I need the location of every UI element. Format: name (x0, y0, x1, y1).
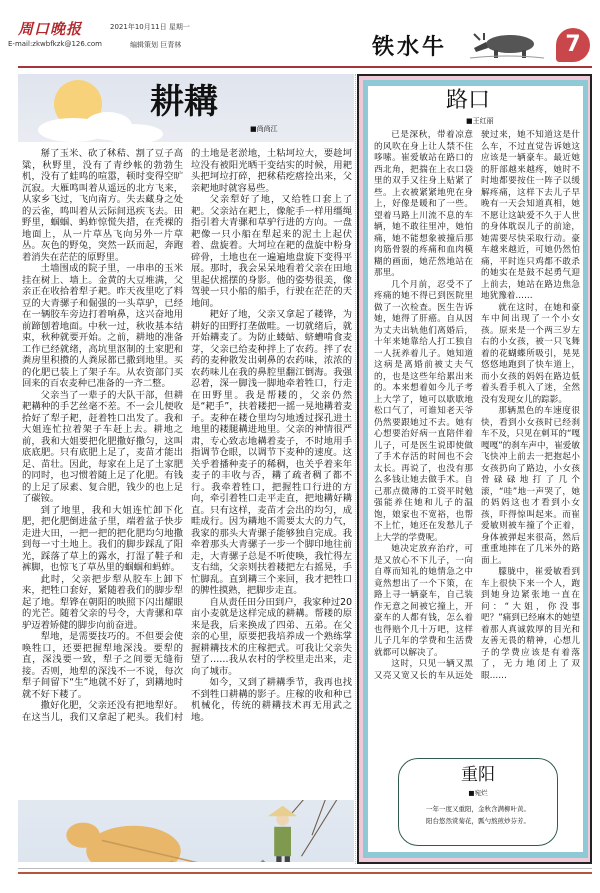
paragraph: 就在这时，在她和豪车中间出现了一个小女孩。原来是一个两三岁左右的小女孩，被一只飞舞着的花蝴蝶所吸引，晃晃悠悠地跑到了快车道上，而小女孩的妈妈在路边低着头看手机入了迷，全然没有发现女儿的踪影。 (481, 302, 580, 405)
paragraph: 撒好化肥，父亲还没有把地犁好。在这当儿，我们又拿起了耙头。我们村的土地是老淤地，土粘坷垃大，要趁坷垃没有被阳光晒干变结实的时候，用耙头把坷垃打碎，把秫秸疙瘩捡出来，父亲耙地时就容易些。 (22, 148, 352, 723)
paragraph: 父亲当了一辈子的大队干部，但耕耙耩种的手艺丝毫不差。不一会儿便收拾好了犁子耙，赶着牲口出发了。我和大姐连忙拉着架子车赶上去。耕地之前，我和大姐要把化肥撒好撒匀，这叫底底肥。只有底肥上足了，麦苗才能出足、苗壮。因此，每家在上足了土家肥的同时，也习惯着随上足了化肥。有钱的上足了尿素、复合肥，钱少的也上足了碳铵。 (22, 389, 183, 504)
paragraph: 已是深秋，带着凉意的风吹在身上让人禁不住哆嗦。崔爱敏站在路口的西北角，把揣在上衣口袋里的双手又往身上贴紧了些。上衣被紧紧地兜在身上，好像是暖和了一些。望着马路上川流不息的车辆，她不敢往里冲，她怕痛，她不能想象被撞后那肉筋骨裂的疼痛和血肉模糊的画面，她茫然地站在那里。 (374, 130, 473, 278)
paragraph: 掰了玉米、砍了秫秸、割了豆子高粱，秋野里，没有了青纱帐的勃勃生机，没有了蛙鸣的喧嚣，顿时变得空旷沉寂。大雁鸣叫着从遥远的北方飞来，从家乡飞过，飞向南方。失去藏身之处的云雀，鸣叫着从云际间迅疾飞去。田野里，蝈蝈、蚂蚱惊慌失措，在秃裸的地面上，从一片草丛飞向另外一片草丛。灰色的野兔，突然一跃而起，奔跑着消失在茫茫的原野里。 (22, 148, 183, 263)
bull-sculpture-icon (466, 28, 546, 60)
paragraph: 她决定放弃治疗，可是又放心不下儿子，一向自尊而知礼的她情急之中竟然想出了一个下策，在路上寻一辆豪车，自己装作无意之间被它撞上，开豪车的人都有钱，怎么着也得赔个几十万吧，这样儿子几年的学费和生活费就都可以解决了。 (374, 544, 473, 658)
email: E-mail:zkwbfkzk@126.com (8, 40, 102, 48)
poem-line: 阳台悠然赏菊花，瓢勺熬煎炒芬芳。 (426, 817, 530, 825)
issue-date: 2021年10月11日 星期一 (110, 23, 190, 31)
article-byline: ■尚尚江 (250, 125, 278, 133)
footer-rule (18, 868, 592, 869)
paragraph: 几个月前，忍受不了疼痛的她不得已到医院里做了一次检查。医生告诉她，她得了肝癌。自从因为丈夫出轨他们离婚后，十年来她靠给人打工独自一人抚养着儿子。她知道这病是离婚前被丈夫气的，也是这些年给累出来的。本来想着如今儿子考上大学了，她可以歇歇地松口气了，可谁知老天爷仍然要跟她过不去。她有心想要治好病一直陪伴着儿子，可是医生说即使做了手术存活的时间也不会太长。再说了，也没有那么多钱让她去做手术。自己那点微薄的工资平时勉强能养住她和儿子的温饱，娘家也不宽裕，也帮不上忙，她还在发愁儿子上大学的学费呢。 (374, 279, 473, 543)
poem-title: 重阳 (461, 765, 495, 785)
poem-line: 一年一度又重阳，金秋含满柳叶黄。 (426, 805, 530, 813)
footer-rule (18, 872, 592, 874)
paragraph: 那辆黑色的车速度很快，看到小女孩时已经刹车不及，只见在刺耳的“嘎嘎嘎”的刹车声中，崔爱敏飞快冲上前去一把抱起小女孩扔向了路边，小女孩骨碌碌地打了几个滚，“哇”地一声哭了，她的妈妈这也才看到小女孩，吓得惊叫起来。而崔爱敏则被车撞了个正着，身体被弹起来很高，然后重重地摔在了几米外的路面上。 (481, 406, 580, 566)
paragraph: 到了地里，我和大姐连忙卸下化肥，把化肥倒进盆子里，端着盆子快步走进大田，一把一把的把化肥均匀地撒到每一寸土地上。我们的脚步踩乱了阳光，踩落了草上的露水，打湿了鞋子和裤脚，也惊飞了草丛里的蝈蝈和蚂蚱。 (22, 504, 183, 573)
plowing-illustration (18, 800, 354, 862)
story-title: 路口 (446, 88, 491, 113)
article-title: 耕耩 (150, 82, 218, 122)
section-title: 铁水牛 (372, 34, 448, 60)
header-rule (18, 66, 592, 68)
page-number-badge: 7 (556, 28, 590, 62)
editor-credit: 编辑策划 巨青林 (130, 41, 182, 49)
paragraph: 这时，只见一辆又黑又亮又宽又长的车从远处驶过来，她不知道这是什么车，不过直觉告诉她这应该是一辆豪车。最近她的肝部越来越疼，她时不时地都要按住一阵子以缓解疼痛，这样下去儿子早晚有一天会知道真相，她不愿让这缺爱不久于人世的身体耽误儿子的前途，她需要尽快采取行动。豪车越来越近，可她仍然怕痛，平时连只鸡都不敢杀的她实在是鼓不起勇气迎上前去，她站在路边焦急地犹豫着…… (374, 130, 580, 681)
paragraph: 犁地，是需要技巧的。不但要会使唤牲口，还要把握犁地深浅。要犁的直，深浅要一致，犁子之间要无缝衔接。否则，地犁的深浅不一不说，每次犁子间留下“生”地就不好了，到耩地时就不好下耧了。 (22, 631, 183, 700)
paragraph: 此时，父亲把步犁从胶车上卸下来，把牲口套好，紧随着我们的脚步犁起了地。犁铧在朝阳的映照下闪出耀眼的光芒。随着父亲的号令，大青骡和草驴迈着矫健的脚步向前奋进。 (22, 573, 183, 631)
story-body (374, 130, 580, 682)
newspaper-logo: 周口晚报 (18, 20, 83, 38)
story-byline: ■王红丽 (466, 117, 494, 125)
poem-byline: ■宛烂 (468, 789, 488, 797)
paragraph: 自从责任田分田到户，我家种过20亩小麦就是这样完成的耕耩。帮耧的原来是我，后来换成了四弟、五弟。在父亲的心里，原要把我培养成一个熟练掌握耕耩技术的庄稼把式。可我让父亲失望了……我从农村的学校里走出来，走向了城市。 (191, 596, 352, 677)
article-body (22, 148, 352, 723)
paragraph: 朦胧中，崔爱敏看到车上很快下来一个人，跑到她身边紧张地一直在问：“大姐，你没事吧？”痛到已经麻木的她望着那人真诚敦厚的目光和友善无畏的精神，心想儿子的学费应该是有着落了，无力地闭上了双眼…… (481, 567, 580, 681)
poem-box (398, 758, 558, 846)
paragraph: 耙好了地，父亲又拿起了耧铧，为耕好的田野打垄做畦。一切就绪后，就开始耩麦了。为防止蝼蛄、蛴螬啃食麦芽，父亲已给麦种拌上了农药。拌了农药的麦种散发出刺鼻的农药味，浓浓的农药味儿在我的鼻腔里翻江倒海。我强忍着，深一脚浅一脚地牵着牲口，行走在田野里。我是帮耧的，父亲仍然是“耙手”，扶着耧把一摇一晃地耩着麦子。麦种在耧仓里均匀地透过探孔进土地里的耧腿耩进地里。父亲的神情很严肃，专心致志地耩着麦子，不时地用手指调节仓眼，以调节下麦种的速度。这关乎着播种麦子的稀稠，也关乎着来年麦子的丰收与否，耩了疏者稠了都不行。我牵着牲口，把握牲口行进的方向，牵引着牲口走平走直，把地耩好耩直。只有这样，麦苗才会出的均匀，成畦成行。因为耩地不需要太大的力气，我家的那头大青骡子能够独自完成。我牵着那头大青骡子一步一个脚印地往前走，大青骡子总是不听使唤，我忙得左支右绌，父亲则扶着耧把左右摇晃，手忙脚乱。直到耩三个来回，我才把牲口的脾性摸熟，把脚步走直。 (191, 309, 352, 596)
paragraph: 如今，又到了耕耩季节，我再也找不到牲口耕耩的影子。庄稼的收和种已机械化，传统的耕耩技术再无用武之地。 (191, 677, 352, 723)
dotted-divider (355, 74, 356, 864)
paragraph: 土墙围成的院子里，一串串的玉米挂在树上、墙上。金黄的大豆堆满，父亲正在收拾着犁子耙。昨天夜里吃了料豆的大青骡子和倔强的一头草驴，已经在一辆胶车旁边打着响鼻，这兴奋地用前蹄刨着地面。中秋一过，秋收基本结束，秋种就要开始。之前，耕地的准备工作已经就绪，高坑里沤制的土家肥和粪房里积攒的人粪尿都已撒到地里。买的化肥已装上了架子车。从农资部门买回来的百农麦种已准备的一齐二整。 (22, 263, 183, 389)
paragraph: 父亲犁好了地，又给牲口套上了耙。父亲站在耙上，像舵手一样用缰绳指引着大青骡和草驴行进的方向。一盘耙像一只小船在犁起来的泥土上起伏着、盘旋着。大坷垃在耙的盘旋中粉身碎骨，土地也在一遍遍地盘旋下变得平展。那时，我会呆呆地看着父亲在田地里起伏摇摆的身影。他的姿势很美，像驾驶一只小船的船手，行驶在茫茫的天地间。 (191, 194, 352, 309)
